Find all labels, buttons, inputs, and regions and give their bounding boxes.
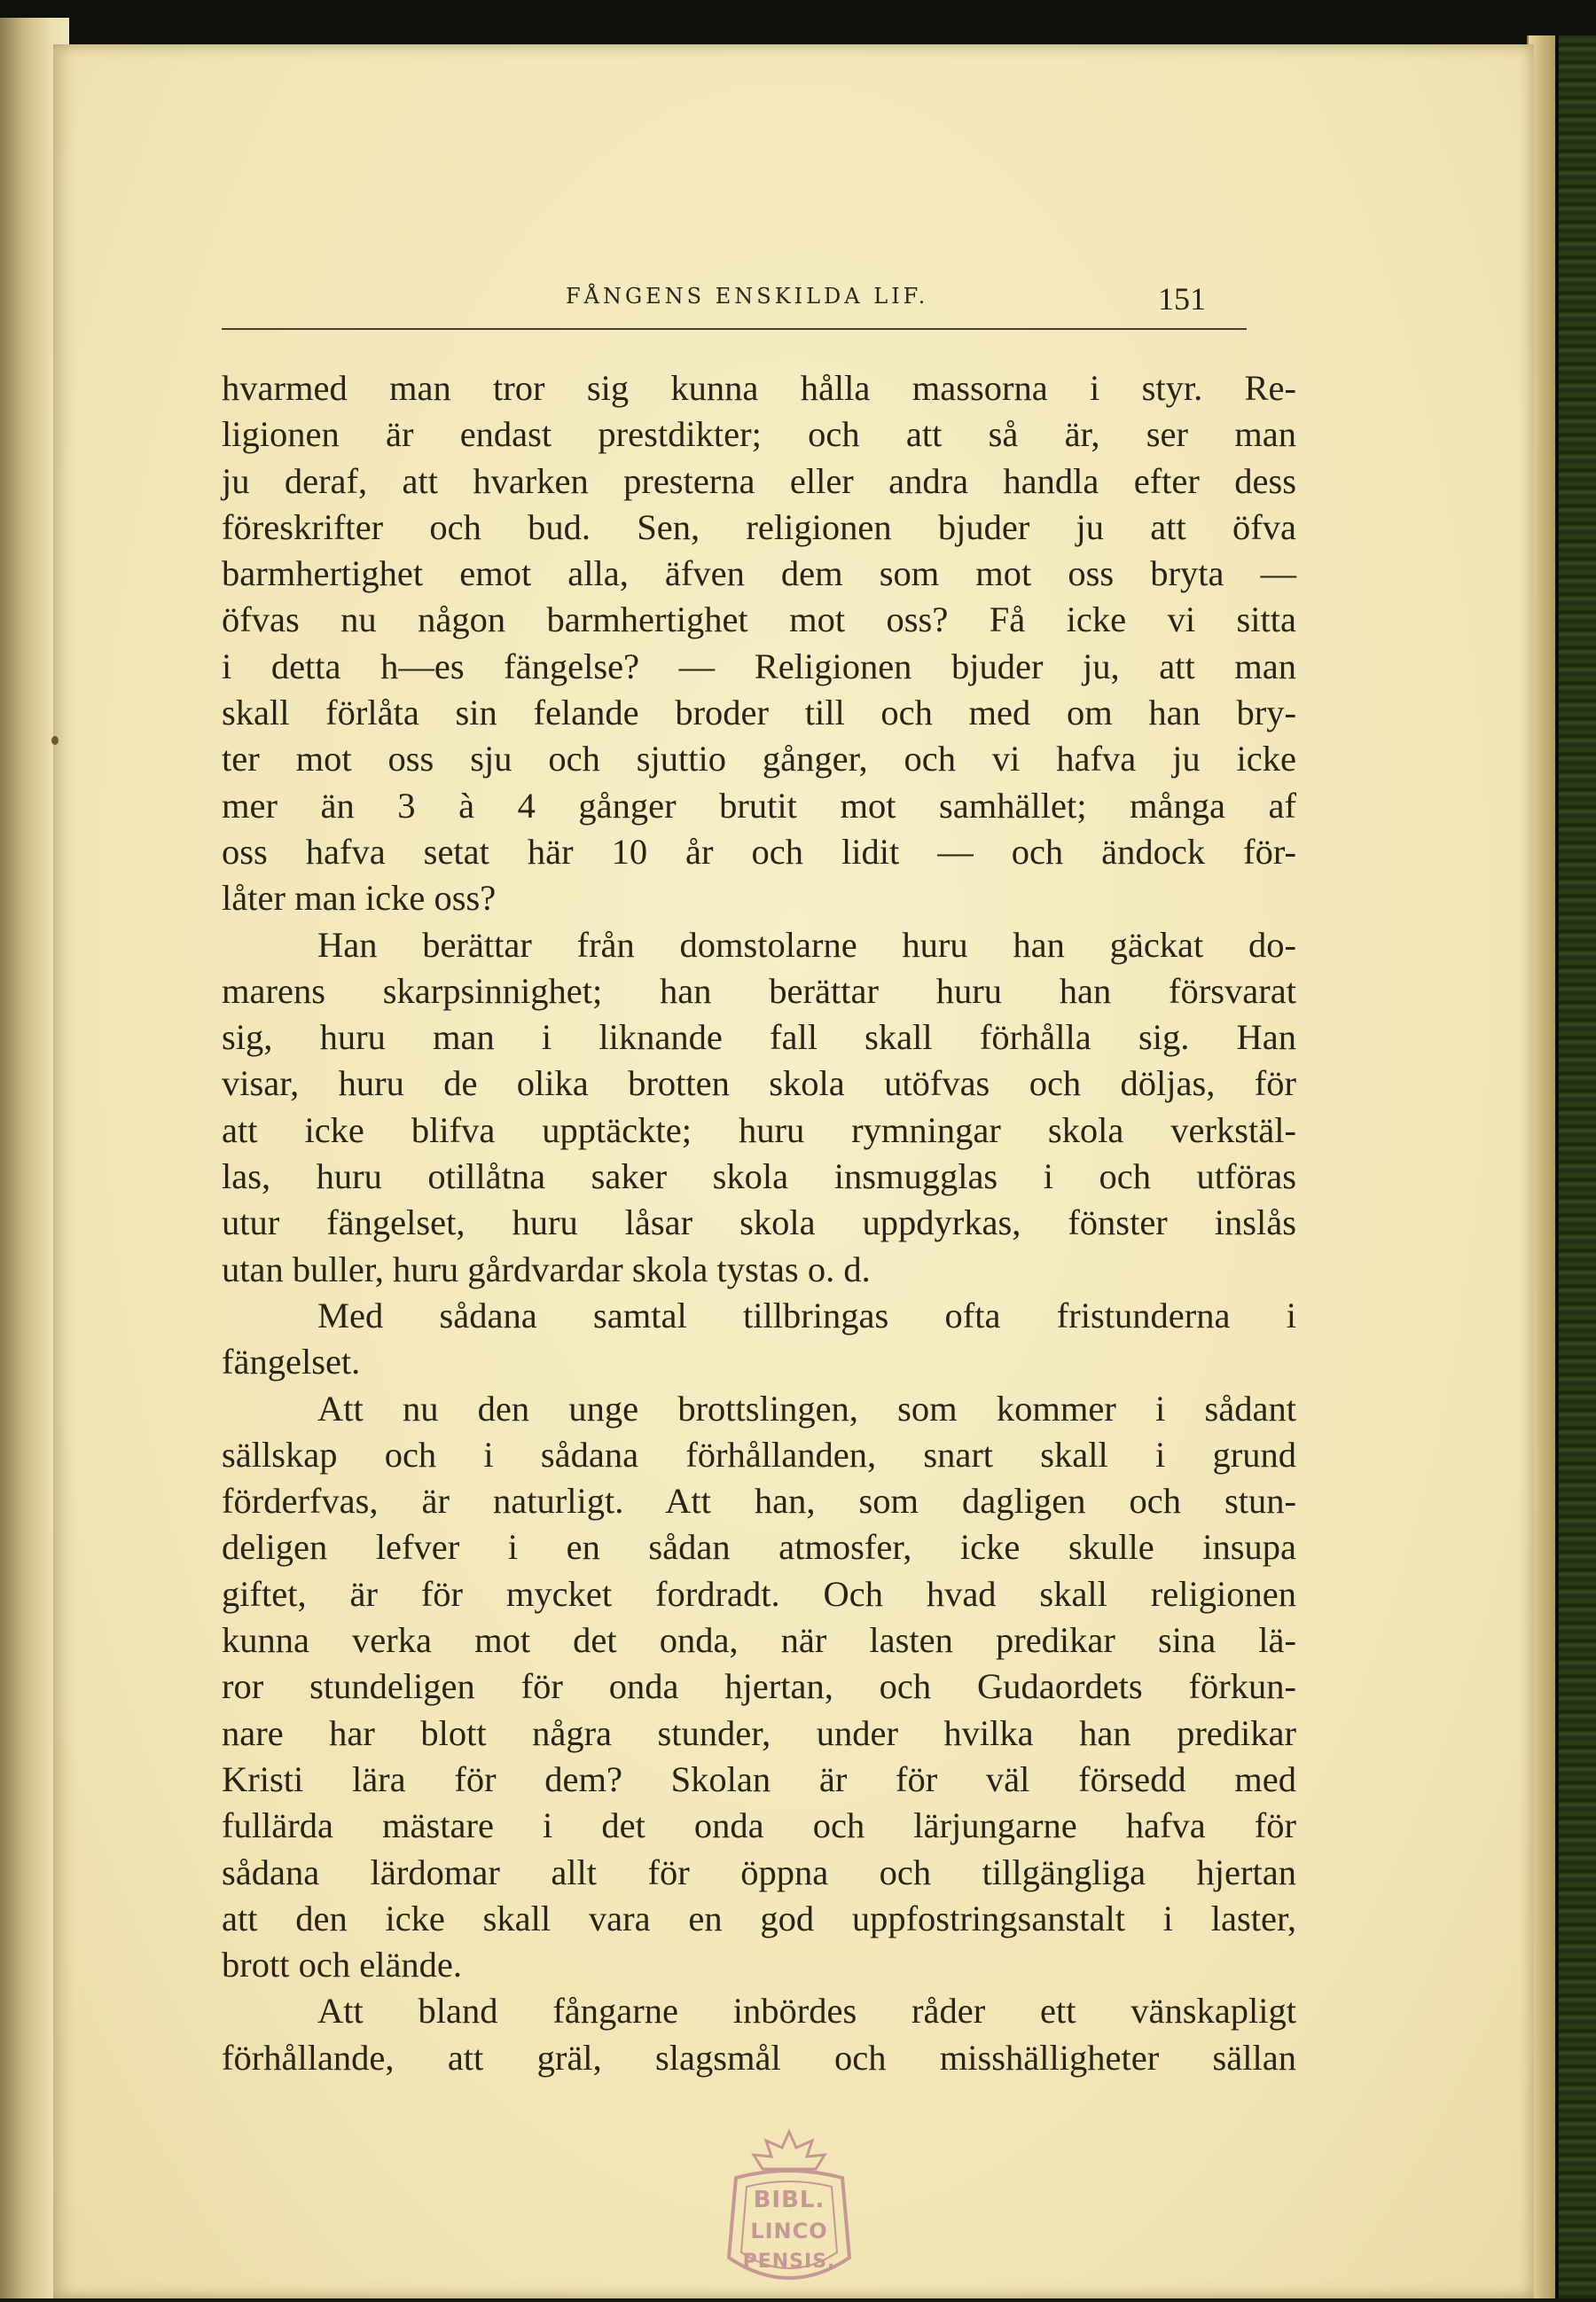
text-line: sällskap och i sådana förhållanden, snart skall i grund <box>222 1434 1296 1475</box>
text-line: marens skarpsinnighet; han berättar huru han försvarat <box>222 970 1296 1011</box>
text-line: brott och elände. <box>222 1945 463 1985</box>
text-line: att den icke skall vara en god uppfostringsanstalt i laster, <box>222 1898 1296 1938</box>
text-line: barmhertighet emot alla, äfven dem som mot oss bryta — <box>222 553 1296 594</box>
stamp-line-2: LINCO <box>750 2219 828 2243</box>
text-line: visar, huru de olika brotten skola utöfvas och döljas, för <box>222 1063 1296 1104</box>
header-rule <box>222 328 1247 330</box>
text-line: mer än 3 à 4 gånger brutit mot samhället; många af <box>222 785 1296 826</box>
text-line: i detta h—es fängelse? — Religionen bjuder ju, att man <box>222 646 1296 686</box>
text-line: Att bland fångarne inbördes råder ett vänskapligt <box>317 1991 1296 2032</box>
text-line: ju deraf, att hvarken presterna eller andra handla efter dess <box>222 460 1296 501</box>
text-line: Att nu den unge brottslingen, som kommer i sådant <box>317 1388 1296 1429</box>
paragraph <box>222 1293 1296 1386</box>
library-stamp <box>700 2125 878 2298</box>
page-speck <box>51 736 59 745</box>
text-line: utur fängelset, huru låsar skola uppdyrkas, fönster inslås <box>222 1202 1296 1243</box>
text-line: skall förlåta sin felande broder till och med om han bry- <box>222 693 1296 733</box>
text-line: ter mot oss sju och sjuttio gånger, och vi hafva ju icke <box>222 739 1296 779</box>
stamp-line-1: BIBL. <box>753 2187 825 2213</box>
scan-top-strip <box>0 0 1596 44</box>
text-line: oss hafva setat här 10 år och lidit — och ändock för- <box>222 831 1296 872</box>
text-line: föreskrifter och bud. Sen, religionen bjuder ju att öfva <box>222 506 1296 547</box>
book-cover-edge <box>1555 35 1596 2298</box>
text-line: förhållande, att gräl, slagsmål och misshälligheter sällan <box>222 2037 1296 2078</box>
running-head <box>222 273 1247 335</box>
text-line: Kristi lära för dem? Skolan är för väl försedd med <box>222 1758 1296 1799</box>
text-line: att icke blifva upptäckte; huru rymningar skola verkstäl- <box>222 1109 1296 1150</box>
text-line: hvarmed man tror sig kunna hålla massorna i styr. Re- <box>222 368 1296 408</box>
running-head-title: FÅNGENS ENSKILDA LIF. <box>566 284 929 309</box>
body-text <box>222 365 1296 2081</box>
text-line: låter man icke oss? <box>222 878 497 919</box>
stamp-line-3: PENSIS. <box>742 2251 836 2273</box>
text-line: ror stundeligen för onda hjertan, och Gudaordets förkun- <box>222 1666 1296 1707</box>
paragraph <box>222 922 1296 1293</box>
text-line: sådana lärdomar allt för öppna och tillgängliga hjertan <box>222 1852 1296 1892</box>
text-line: nare har blott några stunder, under hvilka han predikar <box>222 1712 1296 1753</box>
text-line: las, huru otillåtna saker skola insmugglas i och utföras <box>222 1156 1296 1197</box>
paragraph <box>222 1988 1296 2081</box>
text-line: Han berättar från domstolarne huru han gäckat do- <box>317 924 1296 965</box>
text-line: fullärda mästare i det onda och lärjungarne hafva för <box>222 1805 1296 1846</box>
text-line: sig, huru man i liknande fall skall förhålla sig. Han <box>222 1017 1296 1058</box>
text-line: deligen lefver i en sådan atmosfer, icke skulle insupa <box>222 1527 1296 1568</box>
paragraph <box>222 365 1296 922</box>
text-line: öfvas nu någon barmhertighet mot oss? Få icke vi sitta <box>222 599 1296 640</box>
paragraph <box>222 1386 1296 1989</box>
text-line: Med sådana samtal tillbringas ofta fristunderna i <box>317 1295 1296 1335</box>
text-line: förderfvas, är naturligt. Att han, som dagligen och stun- <box>222 1481 1296 1522</box>
text-line: giftet, är för mycket fordradt. Och hvad skall religionen <box>222 1573 1296 1614</box>
text-line: kunna verka mot det onda, när lasten predikar sina lä- <box>222 1620 1296 1661</box>
text-line: fängelset. <box>222 1342 361 1382</box>
text-line: utan buller, huru gårdvardar skola tystas o. d. <box>222 1249 871 1289</box>
text-line: ligionen är endast prestdikter; och att så är, ser man <box>222 414 1296 455</box>
page-number: 151 <box>1158 281 1206 317</box>
